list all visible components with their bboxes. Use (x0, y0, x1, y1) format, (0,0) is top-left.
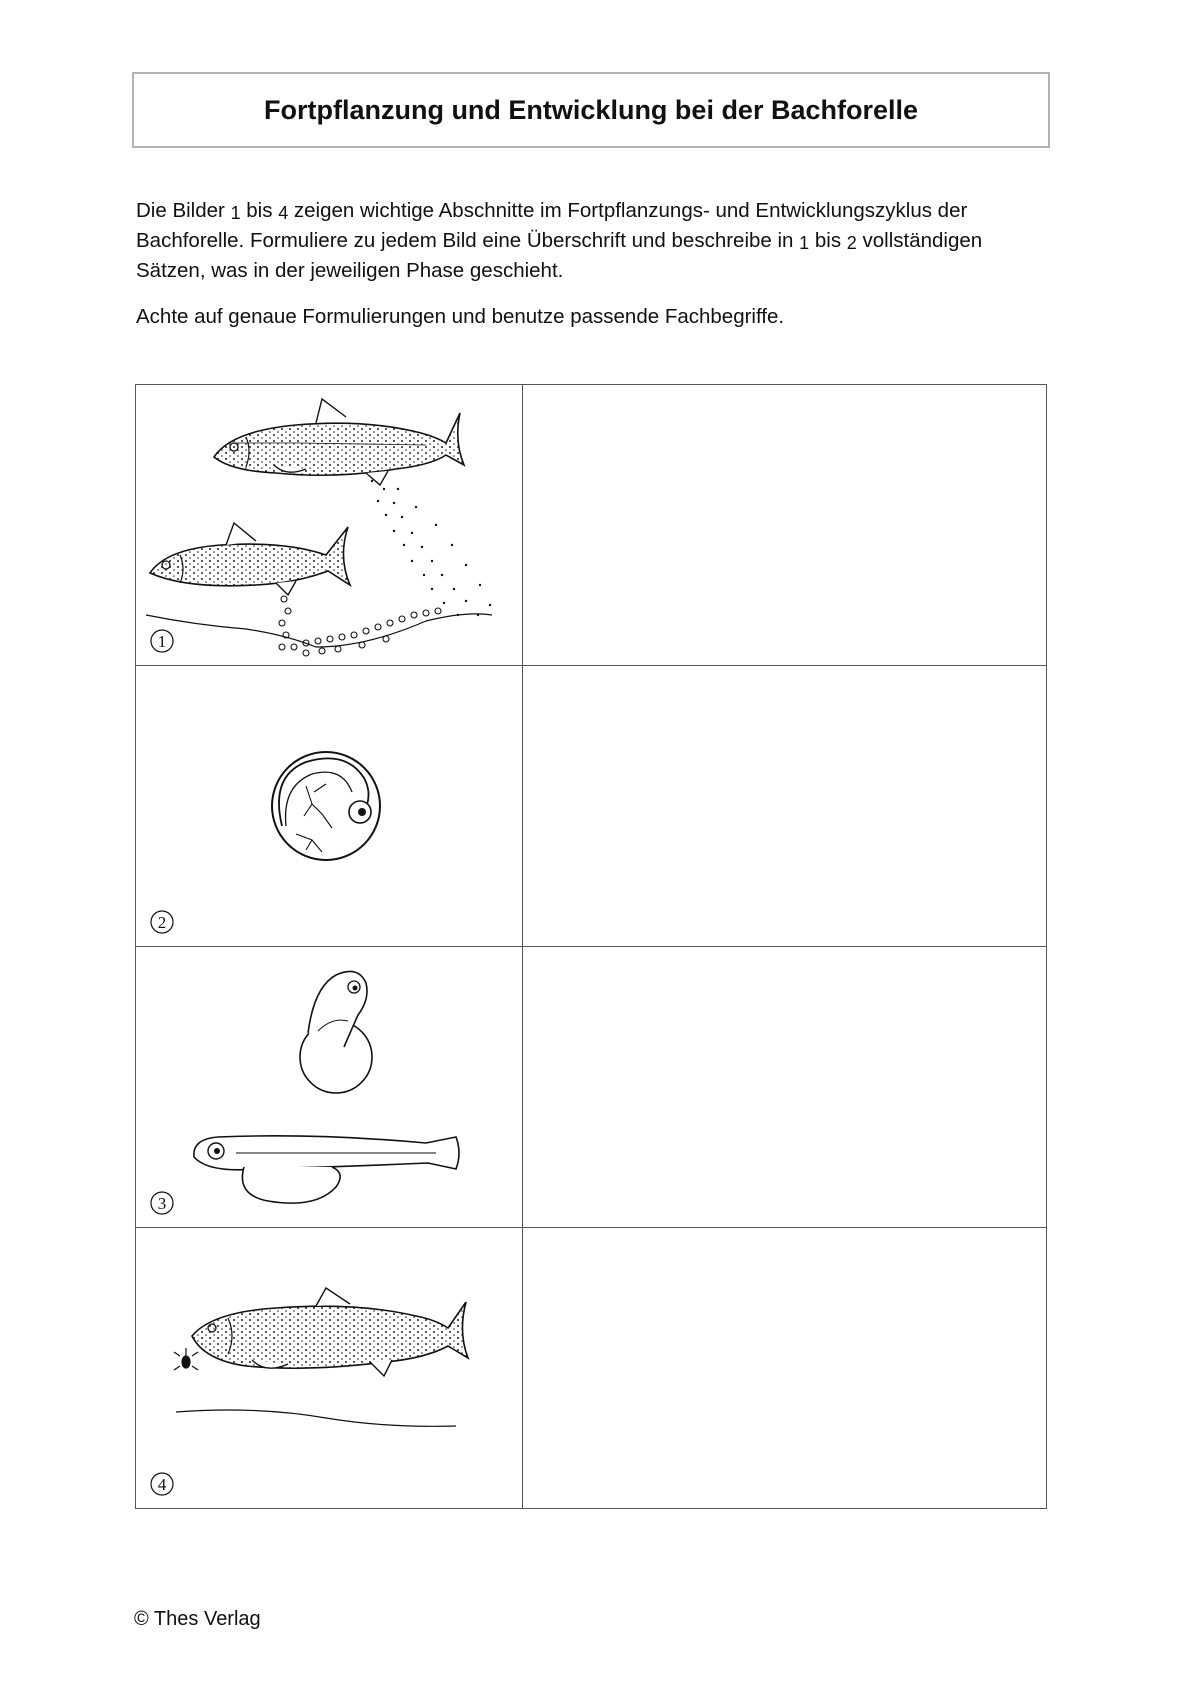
lower-trout (150, 523, 350, 595)
juvenile-trout-feeding-icon (136, 1228, 522, 1508)
instruction-paragraph-2: Achte auf genaue Formulierungen und benutze passende Fachbegriffe. (136, 305, 785, 328)
answer-field-1[interactable] (522, 385, 1046, 666)
egg-with-embryo (272, 752, 380, 860)
row-number: 3 (157, 1194, 167, 1213)
stream-bed (176, 1410, 456, 1426)
upper-trout (214, 399, 464, 485)
row-number: 4 (157, 1475, 167, 1494)
text-segment: Die Bilder (136, 199, 231, 222)
yolk-sac-larva (194, 1136, 459, 1203)
row-number: 1 (157, 632, 167, 651)
table-row (136, 1228, 1047, 1509)
oldstyle-number: 1 (799, 233, 810, 253)
table-row (136, 666, 1047, 947)
text-segment: vollständigen Sätzen, was in der jeweiligen Phase geschieht. (136, 229, 983, 282)
yolk-sac-larva-icon (136, 947, 522, 1227)
answer-field-3[interactable] (522, 947, 1046, 1228)
picture-cell-1 (136, 385, 523, 666)
sperm-dots (371, 480, 491, 616)
text-segment: bis (240, 199, 279, 222)
fish-egg-embryo-icon (136, 666, 522, 946)
picture-cell-3 (136, 947, 523, 1228)
answer-field-4[interactable] (522, 1228, 1046, 1509)
picture-cell-4 (136, 1228, 523, 1509)
oldstyle-number: 1 (230, 203, 241, 223)
text-segment: zeigen wichtige Abschnitte im Fortpflanzungs- und Entwicklungszyklus der Bachforelle. Formuliere zu jedem Bild eine Überschrift und beschreibe in (136, 199, 968, 252)
instructions (136, 196, 1046, 331)
stream-bed (146, 614, 492, 647)
picture-cell-2 (136, 666, 523, 947)
row-number: 2 (157, 913, 167, 932)
spawning-trout-icon (136, 385, 522, 665)
instruction-paragraph-1 (136, 196, 1046, 285)
answer-field-2[interactable] (522, 666, 1046, 947)
title-box (132, 72, 1050, 148)
page-title: Fortpflanzung und Entwicklung bei der Bachforelle (263, 94, 919, 125)
text-segment: bis (809, 229, 847, 252)
table-row (136, 947, 1047, 1228)
insect-prey (174, 1348, 198, 1370)
hatching-larva (300, 971, 372, 1093)
copyright-footer: © Thes Verlag (134, 1608, 261, 1630)
juvenile-trout (192, 1288, 468, 1376)
table-row (136, 385, 1047, 666)
egg-cluster (279, 596, 441, 656)
worksheet-table (135, 384, 1047, 1509)
oldstyle-number: 2 (846, 233, 857, 253)
oldstyle-number: 4 (278, 203, 289, 223)
